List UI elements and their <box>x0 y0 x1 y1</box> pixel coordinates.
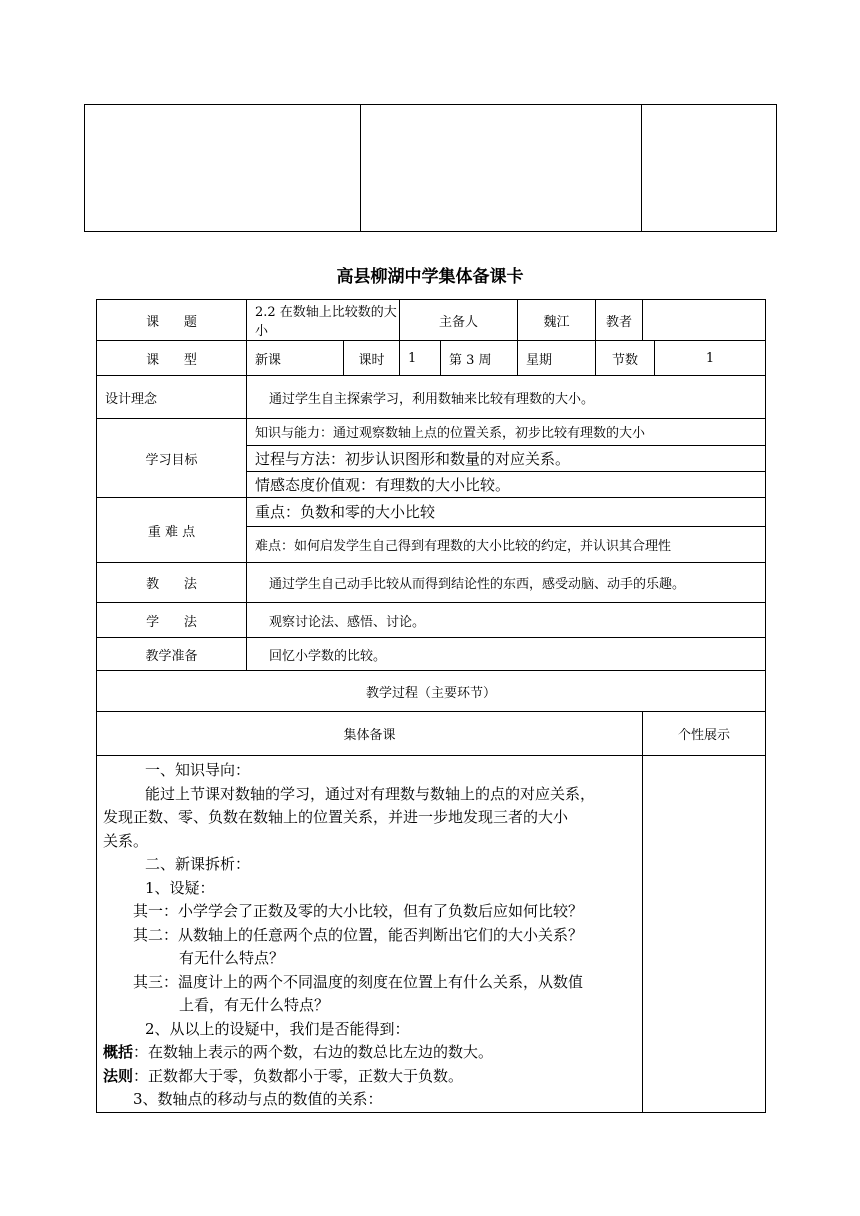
objective-item: 知识与能力：通过观察数轴上点的位置关系，初步比较有理数的大小 <box>247 419 765 445</box>
rule-text: ：正数都大于零，负数都小于零，正数大于负数。 <box>133 1066 464 1085</box>
process-line: 关系。 <box>103 831 149 850</box>
process-header-row <box>97 671 766 712</box>
process-content <box>97 756 643 1113</box>
process-line: 3、数轴点的移动与点的数值的关系： <box>133 1090 383 1108</box>
process-line: 其二：从数轴上的任意两个点的位置，能否判断出它们的大小关系？ <box>133 925 584 944</box>
topic-label: 课 题 <box>97 300 247 341</box>
empty-cell <box>642 105 777 232</box>
process-line: 有无什么特点？ <box>179 949 285 967</box>
objective-item: 情感态度价值观：有理数的大小比较。 <box>255 475 511 494</box>
period-value: 1 <box>400 341 441 376</box>
process-line <box>103 1065 636 1089</box>
preparation-label: 教学准备 <box>97 638 247 671</box>
objectives-label: 学习目标 <box>97 419 247 498</box>
personal-label: 个性展示 <box>643 712 766 756</box>
process-line: 能过上节课对数轴的学习，通过对有理数与数轴上的点的对应关系， <box>145 784 596 803</box>
process-line: 一、知识导向： <box>145 761 251 779</box>
key-points-row <box>97 498 766 563</box>
key-point-item: 难点：如何启发学生自己得到有理数的大小比较的约定，并认识其合理性 <box>255 538 672 554</box>
key-points-label: 重 难 点 <box>97 498 247 563</box>
learning-method-label: 学 法 <box>97 603 247 638</box>
type-label: 课 型 <box>97 341 247 376</box>
lesson-prep-card <box>96 299 766 1113</box>
process-line: 二、新课拆析： <box>145 855 251 873</box>
process-line <box>103 1041 636 1065</box>
week-text: 第 3 周 <box>441 341 518 376</box>
objectives-row <box>97 419 766 498</box>
collective-label: 集体备课 <box>97 712 643 756</box>
design-row <box>97 376 766 419</box>
process-body-row <box>97 756 766 1113</box>
teacher-value <box>643 300 766 341</box>
process-columns-row <box>97 712 766 756</box>
process-header: 教学过程（主要环节） <box>97 671 766 712</box>
objectives-cell <box>247 419 766 498</box>
type-value: 新课 <box>247 341 344 376</box>
preparation-text: 回忆小学数的比较。 <box>247 638 766 671</box>
objective-item: 过程与方法：初步认识图形和数量的对应关系。 <box>247 445 765 471</box>
key-points-cell <box>247 498 766 563</box>
summary-text: ：在数轴上表示的两个数，右边的数总比左边的数大。 <box>133 1043 494 1061</box>
page-title: 高县柳湖中学集体备课卡 <box>336 267 524 287</box>
rule-label: 法则 <box>103 1066 134 1085</box>
key-point-item: 重点：负数和零的大小比较 <box>247 498 765 526</box>
learning-method-row <box>97 603 766 638</box>
period-label: 课时 <box>344 341 400 376</box>
key-points-list <box>247 498 765 562</box>
previous-page-row <box>85 105 777 232</box>
design-label: 设计理念 <box>97 376 247 419</box>
previous-page-table <box>84 104 777 232</box>
weekday-label: 星期 <box>518 341 596 376</box>
type-row <box>97 341 766 376</box>
topic-row <box>97 300 766 341</box>
design-text: 通过学生自主探索学习，利用数轴来比较有理数的大小。 <box>247 376 766 419</box>
preparation-row <box>97 638 766 671</box>
personal-content <box>643 756 766 1113</box>
topic-value: 2.2 在数轴上比较数的大小 <box>247 300 400 341</box>
process-line: 发现正数、零、负数在数轴上的位置关系，并进一步地发现三者的大小 <box>103 808 569 826</box>
teaching-method-label: 教 法 <box>97 563 247 603</box>
teacher-label: 教者 <box>596 300 643 341</box>
empty-cell <box>361 105 642 232</box>
process-line: 其三：温度计上的两个不同温度的刻度在位置上有什么关系，从数值 <box>133 972 584 991</box>
learning-method-text: 观察讨论法、感悟、讨论。 <box>247 603 766 638</box>
process-line: 其一：小学学会了正数及零的大小比较，但有了负数后应如何比较？ <box>133 902 584 920</box>
preparer-label: 主备人 <box>400 300 518 341</box>
summary-label: 概括 <box>103 1043 134 1061</box>
preparer-value: 魏江 <box>518 300 596 341</box>
process-line: 2、从以上的设疑中，我们是否能得到： <box>145 1019 410 1038</box>
process-line: 上看，有无什么特点？ <box>179 996 330 1014</box>
section-value: 1 <box>655 341 766 376</box>
process-line: 1、设疑： <box>145 878 215 897</box>
section-label: 节数 <box>596 341 655 376</box>
objectives-list <box>247 419 765 497</box>
teaching-method-row <box>97 563 766 603</box>
teaching-method-text: 通过学生自己动手比较从而得到结论性的东西，感受动脑、动手的乐趣。 <box>247 563 766 603</box>
empty-cell <box>85 105 361 232</box>
